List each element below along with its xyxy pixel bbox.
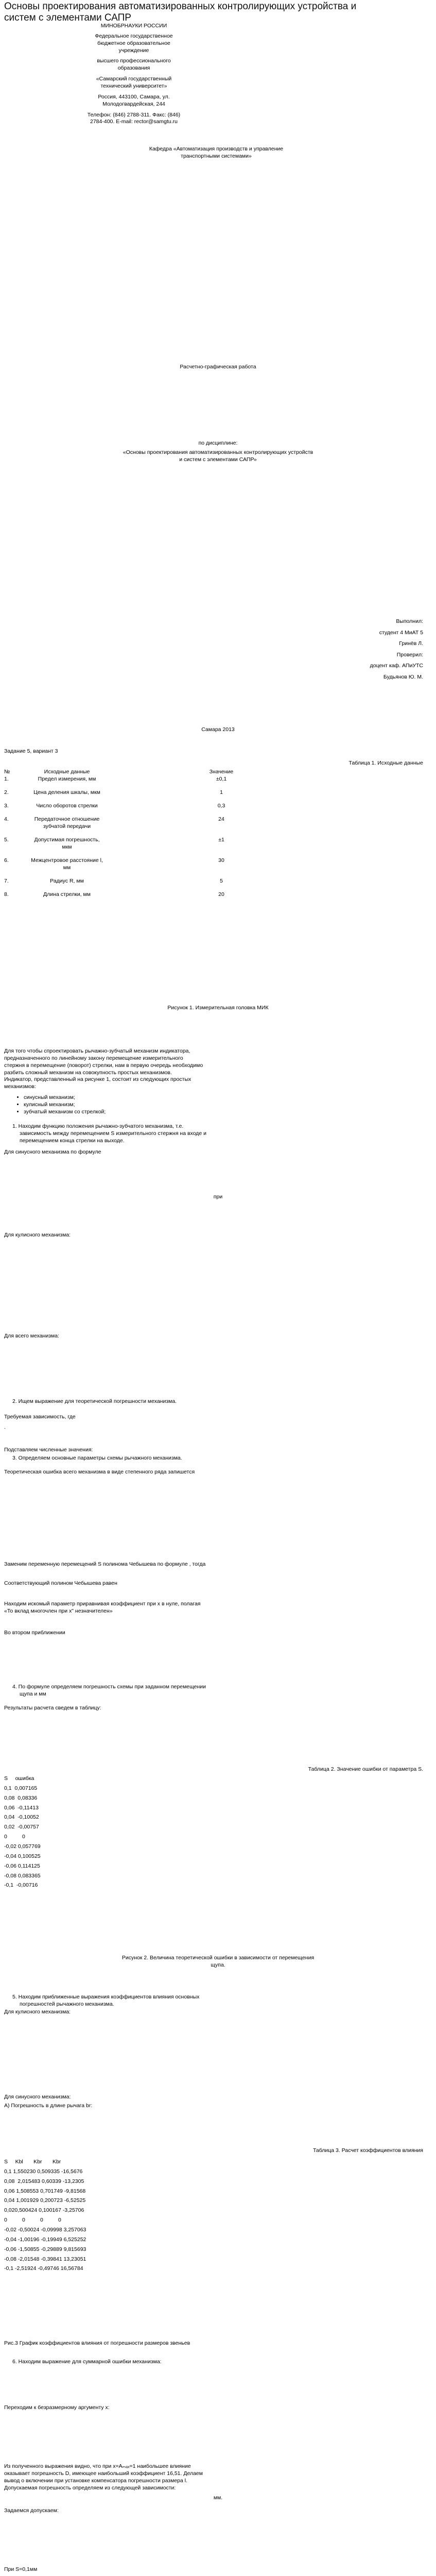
table-row: 0,1 1,550230 0,509335 -16,5676 [4, 2168, 83, 2175]
rocker-label: Для кулисного механизма: [4, 1232, 71, 1238]
row-name [15, 789, 118, 803]
institution-line: «Самарский государственный [96, 76, 172, 82]
row-name [15, 816, 118, 837]
table2-caption: Таблица 2. Значение ошибки от параметра S. [308, 1766, 423, 1772]
signature-block [370, 616, 423, 683]
table-row: 0,08 0,08336 [4, 1794, 38, 1801]
params-table [4, 769, 431, 905]
row-value: 24 [218, 816, 224, 822]
institution-line: 2784-400. E-mail: rector@samgtu.ru [90, 118, 178, 125]
sine-label: Для синусного механизма по формуле [4, 1149, 101, 1155]
table-row [4, 803, 431, 816]
table1-caption: Таблица 1. Исходные данные [348, 760, 423, 766]
table-header-row [4, 769, 431, 776]
row-name [15, 803, 118, 816]
table3-caption: Таблица 3. Расчет коэффициентов влияния [312, 2147, 423, 2154]
signature-line: Выполнил: [396, 618, 423, 624]
row-name-line: мкм [62, 843, 72, 850]
replace-label: Заменим переменную перемещений S полинома Чебышева по формуле , тогда [4, 1561, 206, 1567]
row-name-line: мм [63, 864, 71, 871]
table-row: -0,1 -2,51924 -0,49746 16,56784 [4, 2265, 83, 2272]
discipline-name [0, 449, 436, 464]
row-number: 7. [4, 877, 9, 884]
list-item: • синусный механизм; [24, 1094, 106, 1101]
row-number: 1. [4, 775, 9, 782]
where-label: при [213, 1194, 223, 1200]
row-name-line: Длина стрелки, мм [43, 891, 91, 897]
step4-paragraph [12, 1684, 426, 1698]
ministry-label: МИНОБРНАУКИ РОССИИ [100, 23, 167, 29]
table-row: -0,08 0,083365 [4, 1872, 41, 1879]
row-name-line: Предел измерения, мм [38, 775, 96, 782]
coefficient-paragraph [4, 2463, 432, 2492]
text-line: Для того чтобы спроектировать рычажно-зубчатый механизм индикатора, [4, 1048, 190, 1054]
table-header: S Kbl Kbr Kbr [4, 2159, 61, 2165]
lever-label: А) Погрешность в длине рычага br: [4, 2103, 93, 2109]
table-row [4, 857, 431, 878]
text-line: предназначенного по линейному закону перемещение измерительного [4, 1055, 183, 1061]
whole-label: Для всего механизма: [4, 1333, 59, 1339]
table-row: 0,02 -0,00757 [4, 1824, 39, 1831]
text-line: разбить сложный механизм на совокупность простых механизмов. [4, 1069, 172, 1076]
polynomial-label: Соответствующий полином Чебышева равен [4, 1580, 117, 1586]
row-value: ±0,1 [216, 775, 227, 782]
table-row: 0 0 0 0 [4, 2217, 61, 2224]
substitute-label: Подставляем численные значения: [4, 1447, 93, 1453]
row-name [15, 891, 118, 905]
discipline-line: и систем с элементами САПР» [179, 456, 257, 463]
table-row: 0,1 0,007165 [4, 1785, 38, 1791]
discipline-label: по дисциплине: [198, 440, 238, 446]
signature-line: Проверил: [396, 651, 423, 658]
department-line: транспортными системами» [181, 152, 252, 159]
table-row: 0 0 [4, 1834, 25, 1840]
table-row [4, 878, 431, 891]
transition-label: Переходим к безразмерному аргументу x: [4, 2404, 110, 2411]
table-row [4, 891, 431, 905]
text-line: оказывает погрешность D, имеющее наибольший коэффициент 16,51. Делаем [4, 2470, 203, 2477]
text-line: Находим искомый параметр приравнивая коэффициент при x в нуле, полагая [4, 1601, 201, 1607]
text-line: перемещением конца стрелки на выходе. [20, 1137, 125, 1144]
institution-line: высшего профессионального [97, 58, 171, 64]
required-label: Требуемая зависимость, где [4, 1414, 76, 1420]
mechanisms-list [4, 1094, 106, 1116]
discipline-line: «Основы проектирования автоматизированных контролирующих устройств [123, 449, 313, 455]
institution-line: бюджетное образовательное [97, 40, 170, 46]
s-value: При S=0,1мм [4, 2566, 38, 2572]
step1-paragraph [12, 1123, 426, 1145]
row-number: 5. [4, 836, 9, 843]
table-row: 0,08 2,015483 0,60339 -13,2305 [4, 2178, 84, 2184]
institution-line: учреждение [118, 47, 149, 54]
table-row: 0,020,500424 0,100167 -3,25706 [4, 2207, 84, 2214]
department-block [113, 146, 319, 160]
table3 [4, 2159, 86, 2273]
col-header: Исходные данные [44, 769, 90, 775]
table-row: 0,04 1,001929 0,200723 -6,52525 [4, 2197, 86, 2204]
unit-mm: мм. [213, 2495, 223, 2501]
text-line: Рисунок 2. Величина теоретической ошибки в зависимости от перемещения [121, 1955, 315, 1961]
institution-line: Россия, 443100, Самара, ул. [98, 93, 170, 100]
table-row: -0,06 0,114125 [4, 1862, 40, 1869]
row-value: 30 [218, 857, 224, 863]
text-line: Допускаемая погрешность определяем из следующей зависимости: [4, 2484, 176, 2491]
text-line: стержня в перемещение (поворот) стрелки, нам в первую очередь необходимо [4, 1062, 203, 1069]
table-row: -0,1 -0,00716 [4, 1882, 38, 1889]
text-line: 5. Находим приближенные выражения коэффициентов влияния основных [12, 1994, 200, 2000]
row-name-line: Цена деления шкалы, мкм [33, 789, 100, 795]
step3-label: 3. Определяем основные параметры схемы рычажного механизма. [12, 1455, 182, 1461]
results-label: Результаты расчета сведем в таблицу: [4, 1705, 101, 1711]
text-line: щупа. [211, 1961, 225, 1968]
table-row: -0,02 0,057769 [4, 1843, 41, 1850]
text-line: зависимость между перемещением S измерительного стержня на входе и [20, 1130, 207, 1137]
work-type: Расчетно-графическая работа [180, 364, 256, 370]
row-number: 3. [4, 802, 9, 809]
text-line: Из полученного выражения видно, что при x=Aₘₐₓ=1 наибольшее влияние [4, 2463, 191, 2469]
row-name-line: Радиус R, мм [50, 877, 84, 884]
figure1-caption: Рисунок 1. Измерительная головка МИК [167, 1005, 269, 1011]
step5-paragraph [12, 1994, 426, 2008]
table-row: -0,06 -1,50855 -0,29889 9,815693 [4, 2246, 86, 2252]
col-header: № [4, 769, 10, 775]
institution-block [72, 23, 196, 126]
text-line: механизмов: [4, 1083, 36, 1090]
table-row [4, 816, 431, 837]
text-line: «То вклад многочлен при x" незначителен» [4, 1607, 113, 1614]
text-line: погрешностей рычажного механизма. [20, 2001, 114, 2007]
table-row: 0,04 -0,10052 [4, 1814, 39, 1821]
table-row: -0,02 -0,50024 -0,09998 3,257063 [4, 2227, 86, 2233]
row-value: 5 [220, 877, 223, 884]
text-line: 1. Находим функцию положения рычажно-зубчатого механизма, т.е. [12, 1123, 184, 1129]
row-value: 0,3 [217, 802, 225, 809]
list-item: • кулисный механизм; [24, 1101, 106, 1109]
variant-label: Задание 5, вариант 3 [4, 748, 58, 754]
table-row [4, 837, 431, 857]
row-name-line: Допустимая погрешность, [34, 836, 100, 843]
signature-line: доцент каф. АПиУТС [370, 663, 423, 669]
row-name [15, 857, 118, 878]
set-label: Задаемся допускаем: [4, 2507, 59, 2514]
table-row: -0,04 0,100525 [4, 1853, 41, 1859]
figure3-caption: Рис.3 График коэффициентов влияния от погрешности размеров звеньев [4, 2340, 190, 2346]
row-name-line: Межцентровое расстояние l, [31, 857, 103, 863]
table-row [4, 789, 431, 803]
signature-line: студент 4 МиАТ 5 [379, 629, 423, 636]
signature-line: Гринёв Л. [399, 640, 423, 647]
text-line: 4. По формуле определяем погрешность схемы при заданном перемещении [12, 1684, 206, 1690]
row-value: 20 [218, 891, 224, 897]
step6-label: 6. Находим выражение для суммарной ошибки механизма: [12, 2359, 162, 2365]
text-line: вывод о включении при установке компенсатора погрешности размера l. [4, 2477, 188, 2484]
find-paragraph [4, 1601, 432, 1615]
intro-paragraph [4, 1048, 432, 1091]
institution-line: технический университет» [100, 83, 167, 90]
institution-line: Молодогвардейская, 244 [102, 100, 165, 107]
table-row: 0,06 -0,11413 [4, 1804, 39, 1811]
dot: . [4, 1424, 6, 1430]
list-item: • зубчатый механизм со стрелкой; [24, 1109, 106, 1116]
row-number: 8. [4, 891, 9, 897]
institution-line: Телефон: (846) 2788-311. Факс: (846) [87, 111, 181, 118]
text-line: щупа и мм [20, 1690, 46, 1697]
institution-line: Федеральное государственное [95, 32, 173, 39]
step2-label: 2. Ищем выражение для теоретической погрешности механизма. [12, 1398, 177, 1404]
row-name [15, 837, 118, 857]
col-header: Значение [209, 769, 234, 775]
table-row: -0,08 -2,01548 -0,39841 13,23051 [4, 2256, 86, 2262]
row-name [15, 878, 118, 891]
city-year: Самара 2013 [201, 726, 235, 733]
table-header: S ошибка [4, 1775, 34, 1782]
row-name [15, 776, 118, 789]
row-name-line: зубчатой передачи [43, 823, 91, 829]
text-line: Индикатор, представленный на рисунке 1, состоит из следующих простых [4, 1076, 191, 1083]
department-line: Кафедра «Автоматизация производств и управление [149, 146, 284, 152]
theory-label: Теоретическая ошибка всего механизма в виде степенного ряда запишется [4, 1469, 195, 1475]
row-number: 4. [4, 816, 9, 822]
institution-line: образования [117, 65, 150, 72]
row-number: 6. [4, 857, 9, 863]
row-value: 1 [220, 789, 223, 795]
row-name-line: Число оборотов стрелки [36, 802, 98, 809]
document-title: Основы проектирования автоматизированных контролирующих устройства и систем с элементами САПР [4, 1, 357, 23]
figure2-caption [0, 1955, 436, 1969]
table2 [4, 1775, 41, 1889]
table-row: -0,04 -1,00196 -0,19949 6,525252 [4, 2236, 86, 2243]
signature-line: Будьянов Ю. М. [383, 673, 423, 680]
table-row [4, 776, 431, 789]
sine2-label: Для синусного механизма: [4, 2094, 71, 2100]
second-approx-label: Во втором приближении [4, 1630, 65, 1636]
rocker2-label: Для кулисного механизма: [4, 2009, 71, 2015]
institution-lines [72, 33, 196, 126]
table-row: 0,06 1,508553 0,701749 -9,81568 [4, 2188, 86, 2194]
row-name-line: Передаточное отношение [34, 816, 100, 822]
row-number: 2. [4, 789, 9, 795]
row-value: ±1 [218, 836, 224, 843]
